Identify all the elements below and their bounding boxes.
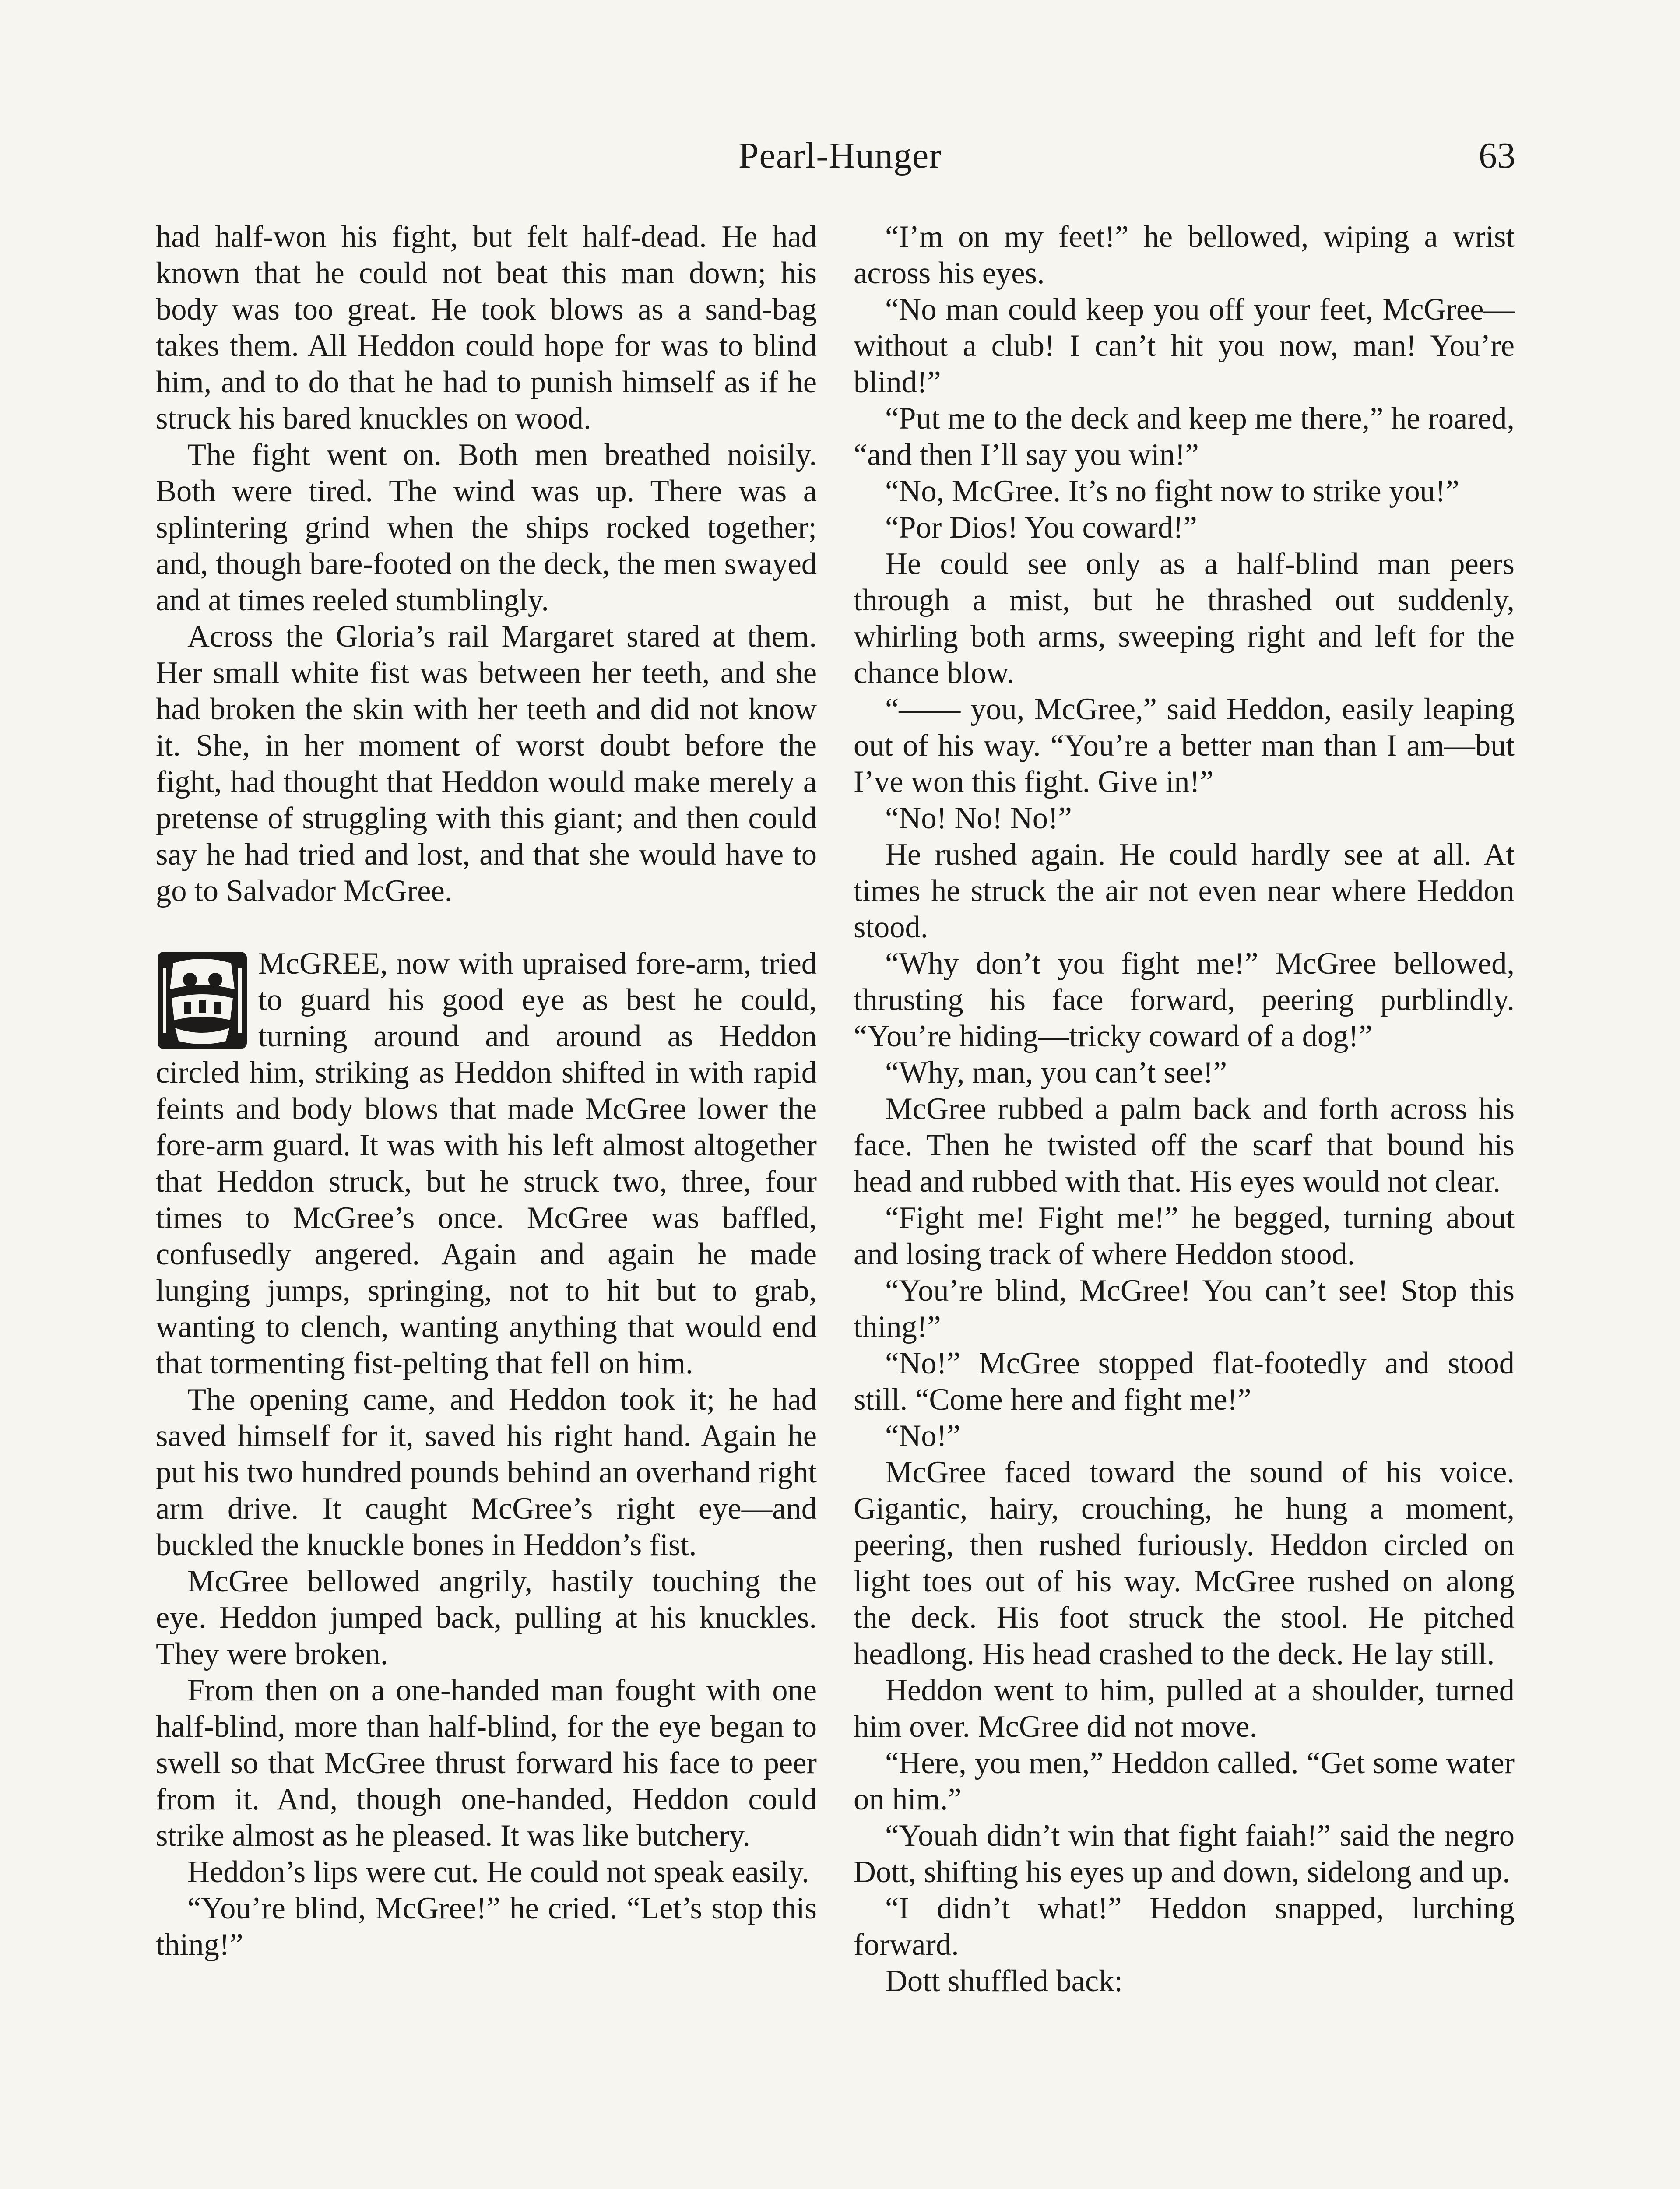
carved-mask-ornament-icon xyxy=(156,950,249,1051)
paragraph: “I’m on my feet!” he bellowed, wiping a wrist across his eyes. xyxy=(854,220,1515,290)
paragraph: McGree rubbed a palm back and forth across his face. Then he twisted off the scarf that bound his head and rubbed with that. His eyes would not clear. xyxy=(854,1092,1515,1199)
paragraph: He could see only as a half-blind man peers through a mist, but he thrashed out suddenly, whirling both arms, sweeping right and left for the chance blow. xyxy=(854,547,1515,690)
running-title: Pearl-Hunger xyxy=(738,135,942,176)
paragraph: McGree bellowed angrily, hastily touching the eye. Heddon jumped back, pulling at his knuckles. They were broken. xyxy=(156,1564,817,1671)
paragraph-text: Across the Gloria’s rail Margaret stared at them. Her small white fist was between her teeth, and she had broken the skin with her teeth and did not know it. She, in her moment of worst doubt before the fight, had thought that Heddon would make merely a pretense of struggling with this giant; and then could say he had tried and lost, and that she would have to go to Salvador McGree. xyxy=(156,619,817,908)
paragraph: The fight went on. Both men breathed noisily. Both were tired. The wind was up. There was a splintering grind when the ships rocked together; and, though bare-footed on the deck, the men swayed and at times reeled stumblingly. xyxy=(156,438,817,617)
paragraph: Dott shuffled back: xyxy=(885,1964,1123,1998)
paragraph: “Youah didn’t win that fight faiah!” said the negro Dott, shifting his eyes up and down, sidelong and up. xyxy=(854,1819,1515,1889)
paragraph: “No!” McGree stopped flat-footedly and stood still. “Come here and fight me!” xyxy=(854,1346,1515,1417)
paragraph: “I didn’t what!” Heddon snapped, lurching forward. xyxy=(854,1891,1515,1962)
paragraph: “Fight me! Fight me!” he begged, turning about and losing track of where Heddon stood. xyxy=(854,1201,1515,1271)
paragraph: “You’re blind, McGree! You can’t see! Stop this thing!” xyxy=(854,1274,1515,1344)
paragraph: From then on a one-handed man fought with one half-blind, more than half-blind, for the eye began to swell so that McGree thrust forward his face to peer from it. And, though one-handed, Heddon could strike almost as he pleased. It was like butchery. xyxy=(156,1673,817,1853)
paragraph: “Here, you men,” Heddon called. “Get some water on him.” xyxy=(854,1746,1515,1816)
page-number: 63 xyxy=(1479,135,1515,176)
paragraph: “—— you, McGree,” said Heddon, easily leaping out of his way. “You’re a better man than I am—but I’ve won this fight. Give in!” xyxy=(854,692,1515,799)
paragraph: He rushed again. He could hardly see at all. At times he struck the air not even near where Heddon stood. xyxy=(854,838,1515,944)
running-head xyxy=(0,130,1680,182)
paragraph: “You’re blind, McGree!” he cried. “Let’s stop this thing!” xyxy=(156,1891,817,1962)
left-column xyxy=(156,219,817,1963)
paragraph: “Why don’t you fight me!” McGree bellowed, thrusting his face forward, peering purblindly. “You’re hiding—tricky coward of a dog!” xyxy=(854,947,1515,1053)
paragraph: “No man could keep you off your feet, McGree—without a club! I can’t hit you now, man! You’re blind!” xyxy=(854,292,1515,399)
paragraph: McGree faced toward the sound of his voice. Gigantic, hairy, crouching, he hung a moment, peering, then rushed furiously. Heddon circled on light toes out of his way. McGree rushed on along the deck. His foot struck the stool. He pitched headlong. His head crashed to the deck. He lay still. xyxy=(854,1455,1515,1671)
paragraph: “Why, man, you can’t see!” xyxy=(885,1056,1227,1090)
paragraph: “Por Dios! You coward!” xyxy=(885,510,1197,545)
paragraph: Heddon went to him, pulled at a shoulder, turned him over. McGree did not move. xyxy=(854,1673,1515,1744)
paragraph: “No! No! No!” xyxy=(885,801,1072,835)
right-column xyxy=(854,219,1515,1999)
paragraph: “Put me to the deck and keep me there,” he roared, “and then I’ll say you win!” xyxy=(854,401,1515,472)
paragraph xyxy=(156,619,817,909)
section-start xyxy=(156,946,817,1382)
paragraph: McGREE, now with upraised fore-arm, tried to guard his good eye as best he could, turning around and around as Heddon circled him, striking as Heddon shifted in with rapid feints and body blows that made McGree lower the fore-arm guard. It was with his left almost altogether that Heddon struck, but he struck two, three, four times to McGree’s once. McGree was baffled, confusedly angered. Again and again he made lunging jumps, springing, not to hit but to grab, wanting to clench, wanting anything that would end that tormenting fist-pelting that fell on him. xyxy=(156,947,817,1380)
paragraph: “No, McGree. It’s no fight now to strike you!” xyxy=(885,474,1459,508)
paragraph: Heddon’s lips were cut. He could not speak easily. xyxy=(187,1855,809,1889)
paragraph: The opening came, and Heddon took it; he had saved himself for it, saved his right hand. Again he put his two hundred pounds behind an overhand right arm drive. It caught McGree’s right eye—and buckled the knuckle bones in Heddon’s fist. xyxy=(156,1383,817,1562)
paragraph: had half-won his fight, but felt half-dead. He had known that he could not beat this man down; his body was too great. He took blows as a sand-bag takes them. All Heddon could hope for was to blind him, and to do that he had to punish himself as if he struck his bared knuckles on wood. xyxy=(156,220,817,436)
paragraph: “No!” xyxy=(885,1419,961,1453)
